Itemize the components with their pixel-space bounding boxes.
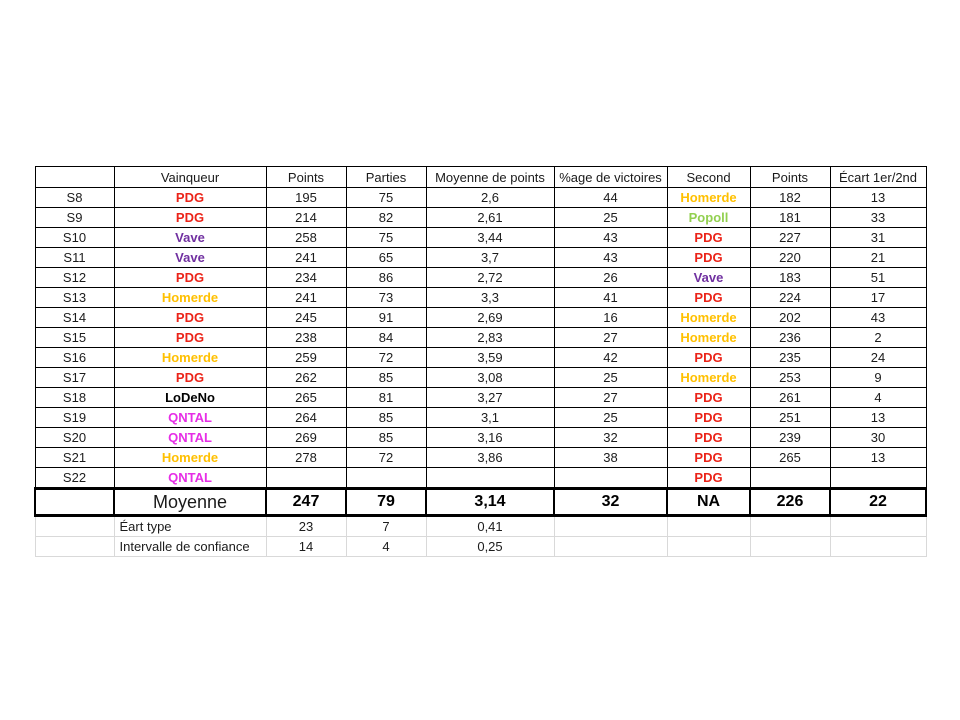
empty-cell xyxy=(554,537,667,557)
gap-cell: 13 xyxy=(830,448,926,468)
empty-cell xyxy=(35,537,114,557)
table-row-s12 xyxy=(35,268,926,288)
table-row-s16 xyxy=(35,348,926,368)
season-cell: S9 xyxy=(35,208,114,228)
win-pct-cell: 44 xyxy=(554,188,667,208)
points-cell: 241 xyxy=(266,248,346,268)
second-points-cell: 227 xyxy=(750,228,830,248)
header-row xyxy=(35,167,926,188)
points-cell: 258 xyxy=(266,228,346,248)
points-cell: 278 xyxy=(266,448,346,468)
gap-cell xyxy=(830,468,926,489)
games-cell: 75 xyxy=(346,188,426,208)
second-points-cell: 251 xyxy=(750,408,830,428)
second-cell: Popoll xyxy=(667,208,750,228)
second-points-cell: 202 xyxy=(750,308,830,328)
second-points-cell xyxy=(750,468,830,489)
gap-cell: 24 xyxy=(830,348,926,368)
avg-points-cell: 2,83 xyxy=(426,328,554,348)
winner-cell: PDG xyxy=(114,268,266,288)
win-pct-cell: 27 xyxy=(554,388,667,408)
table-row-s22 xyxy=(35,468,926,489)
second-points-cell: 236 xyxy=(750,328,830,348)
avg-points-cell: 3,16 xyxy=(426,428,554,448)
second-points-cell: 239 xyxy=(750,428,830,448)
season-cell: S20 xyxy=(35,428,114,448)
games-cell: 81 xyxy=(346,388,426,408)
second-points-cell: 224 xyxy=(750,288,830,308)
win-pct-cell: 26 xyxy=(554,268,667,288)
second-cell: PDG xyxy=(667,468,750,489)
avg-points-total: 247 xyxy=(266,489,346,516)
header-avg-points: Moyenne de points xyxy=(426,167,554,188)
second-points-cell: 183 xyxy=(750,268,830,288)
second-points-cell: 182 xyxy=(750,188,830,208)
header-gap: Écart 1er/2nd xyxy=(830,167,926,188)
games-cell: 82 xyxy=(346,208,426,228)
table-row-s18 xyxy=(35,388,926,408)
average-label: Moyenne xyxy=(114,489,266,516)
second-cell: PDG xyxy=(667,228,750,248)
win-pct-cell: 16 xyxy=(554,308,667,328)
avg-points-cell: 3,3 xyxy=(426,288,554,308)
win-pct-cell: 41 xyxy=(554,288,667,308)
avg-points-cell: 3,86 xyxy=(426,448,554,468)
second-cell: PDG xyxy=(667,388,750,408)
win-pct-cell: 32 xyxy=(554,428,667,448)
table-row-s11 xyxy=(35,248,926,268)
confidence-interval-label: Intervalle de confiance xyxy=(114,537,266,557)
winner-cell: PDG xyxy=(114,368,266,388)
points-cell: 269 xyxy=(266,428,346,448)
games-cell xyxy=(346,468,426,489)
second-cell: PDG xyxy=(667,448,750,468)
games-cell: 84 xyxy=(346,328,426,348)
win-pct-cell xyxy=(554,468,667,489)
stddev-label: Éart type xyxy=(114,516,266,537)
season-cell: S8 xyxy=(35,188,114,208)
avg-second-points: 226 xyxy=(750,489,830,516)
header-winner: Vainqueur xyxy=(114,167,266,188)
winner-cell: LoDeNo xyxy=(114,388,266,408)
header-win-pct: %age de victoires xyxy=(554,167,667,188)
table-row-s10 xyxy=(35,228,926,248)
second-cell: Homerde xyxy=(667,188,750,208)
games-cell: 85 xyxy=(346,408,426,428)
avg-points-cell: 2,61 xyxy=(426,208,554,228)
avg-points-cell: 3,44 xyxy=(426,228,554,248)
results-table xyxy=(34,166,927,557)
win-pct-cell: 42 xyxy=(554,348,667,368)
games-cell: 72 xyxy=(346,348,426,368)
points-cell: 259 xyxy=(266,348,346,368)
games-cell: 72 xyxy=(346,448,426,468)
second-points-cell: 235 xyxy=(750,348,830,368)
avg-avg-points: 3,14 xyxy=(426,489,554,516)
stddev-points: 23 xyxy=(266,516,346,537)
header-points: Points xyxy=(266,167,346,188)
gap-cell: 43 xyxy=(830,308,926,328)
points-cell: 234 xyxy=(266,268,346,288)
confidence-interval-row xyxy=(35,537,926,557)
stddev-games: 7 xyxy=(346,516,426,537)
second-points-cell: 265 xyxy=(750,448,830,468)
win-pct-cell: 25 xyxy=(554,408,667,428)
table-row-s8 xyxy=(35,188,926,208)
games-cell: 85 xyxy=(346,428,426,448)
second-cell: PDG xyxy=(667,428,750,448)
average-row xyxy=(35,489,926,516)
season-cell xyxy=(35,489,114,516)
stddev-avg-points: 0,41 xyxy=(426,516,554,537)
empty-cell xyxy=(554,516,667,537)
gap-cell: 51 xyxy=(830,268,926,288)
avg-points-cell xyxy=(426,468,554,489)
win-pct-cell: 25 xyxy=(554,208,667,228)
second-points-cell: 220 xyxy=(750,248,830,268)
winner-cell: PDG xyxy=(114,308,266,328)
second-cell: Vave xyxy=(667,268,750,288)
table-row-s19 xyxy=(35,408,926,428)
avg-games-total: 79 xyxy=(346,489,426,516)
gap-cell: 4 xyxy=(830,388,926,408)
avg-points-cell: 2,6 xyxy=(426,188,554,208)
winner-cell: QNTAL xyxy=(114,468,266,489)
avg-points-cell: 2,69 xyxy=(426,308,554,328)
confidence-games: 4 xyxy=(346,537,426,557)
avg-points-cell: 3,59 xyxy=(426,348,554,368)
winner-cell: QNTAL xyxy=(114,428,266,448)
table-row-s9 xyxy=(35,208,926,228)
winner-cell: PDG xyxy=(114,328,266,348)
table-row-s20 xyxy=(35,428,926,448)
gap-cell: 21 xyxy=(830,248,926,268)
season-cell: S10 xyxy=(35,228,114,248)
gap-cell: 9 xyxy=(830,368,926,388)
winner-cell: Homerde xyxy=(114,348,266,368)
winner-cell: Homerde xyxy=(114,288,266,308)
avg-win-pct: 32 xyxy=(554,489,667,516)
gap-cell: 13 xyxy=(830,188,926,208)
win-pct-cell: 25 xyxy=(554,368,667,388)
second-points-cell: 261 xyxy=(750,388,830,408)
gap-cell: 33 xyxy=(830,208,926,228)
games-cell: 86 xyxy=(346,268,426,288)
season-cell: S21 xyxy=(35,448,114,468)
points-cell: 214 xyxy=(266,208,346,228)
second-cell: PDG xyxy=(667,408,750,428)
header-second: Second xyxy=(667,167,750,188)
table-row-s17 xyxy=(35,368,926,388)
empty-cell xyxy=(830,516,926,537)
empty-cell xyxy=(667,516,750,537)
winner-cell: PDG xyxy=(114,208,266,228)
gap-cell: 31 xyxy=(830,228,926,248)
table-row-s14 xyxy=(35,308,926,328)
season-cell: S18 xyxy=(35,388,114,408)
avg-points-cell: 3,27 xyxy=(426,388,554,408)
second-cell: PDG xyxy=(667,248,750,268)
win-pct-cell: 43 xyxy=(554,248,667,268)
season-cell: S19 xyxy=(35,408,114,428)
avg-points-cell: 3,7 xyxy=(426,248,554,268)
gap-cell: 13 xyxy=(830,408,926,428)
winner-cell: QNTAL xyxy=(114,408,266,428)
winner-cell: PDG xyxy=(114,188,266,208)
games-cell: 91 xyxy=(346,308,426,328)
season-cell: S13 xyxy=(35,288,114,308)
header-second-points: Points xyxy=(750,167,830,188)
games-cell: 65 xyxy=(346,248,426,268)
games-cell: 73 xyxy=(346,288,426,308)
points-cell xyxy=(266,468,346,489)
avg-points-cell: 2,72 xyxy=(426,268,554,288)
empty-cell xyxy=(667,537,750,557)
points-cell: 262 xyxy=(266,368,346,388)
season-cell: S11 xyxy=(35,248,114,268)
empty-cell xyxy=(830,537,926,557)
second-cell: Homerde xyxy=(667,308,750,328)
confidence-points: 14 xyxy=(266,537,346,557)
empty-cell xyxy=(35,516,114,537)
win-pct-cell: 43 xyxy=(554,228,667,248)
table-row-s13 xyxy=(35,288,926,308)
table-row-s15 xyxy=(35,328,926,348)
avg-points-cell: 3,08 xyxy=(426,368,554,388)
second-points-cell: 181 xyxy=(750,208,830,228)
gap-cell: 17 xyxy=(830,288,926,308)
win-pct-cell: 27 xyxy=(554,328,667,348)
games-cell: 85 xyxy=(346,368,426,388)
second-cell: Homerde xyxy=(667,368,750,388)
gap-cell: 2 xyxy=(830,328,926,348)
winner-cell: Homerde xyxy=(114,448,266,468)
empty-cell xyxy=(750,537,830,557)
avg-second: NA xyxy=(667,489,750,516)
second-cell: Homerde xyxy=(667,328,750,348)
header-games: Parties xyxy=(346,167,426,188)
empty-cell xyxy=(750,516,830,537)
season-cell: S14 xyxy=(35,308,114,328)
table-row-s21 xyxy=(35,448,926,468)
season-cell: S17 xyxy=(35,368,114,388)
season-cell: S12 xyxy=(35,268,114,288)
second-cell: PDG xyxy=(667,288,750,308)
win-pct-cell: 38 xyxy=(554,448,667,468)
header-season xyxy=(35,167,114,188)
points-cell: 241 xyxy=(266,288,346,308)
stddev-row xyxy=(35,516,926,537)
points-cell: 195 xyxy=(266,188,346,208)
winner-cell: Vave xyxy=(114,248,266,268)
winner-cell: Vave xyxy=(114,228,266,248)
points-cell: 264 xyxy=(266,408,346,428)
avg-points-cell: 3,1 xyxy=(426,408,554,428)
points-cell: 265 xyxy=(266,388,346,408)
gap-cell: 30 xyxy=(830,428,926,448)
avg-gap: 22 xyxy=(830,489,926,516)
confidence-avg-points: 0,25 xyxy=(426,537,554,557)
games-cell: 75 xyxy=(346,228,426,248)
points-cell: 238 xyxy=(266,328,346,348)
points-cell: 245 xyxy=(266,308,346,328)
season-cell: S22 xyxy=(35,468,114,489)
second-cell: PDG xyxy=(667,348,750,368)
season-cell: S16 xyxy=(35,348,114,368)
second-points-cell: 253 xyxy=(750,368,830,388)
season-cell: S15 xyxy=(35,328,114,348)
